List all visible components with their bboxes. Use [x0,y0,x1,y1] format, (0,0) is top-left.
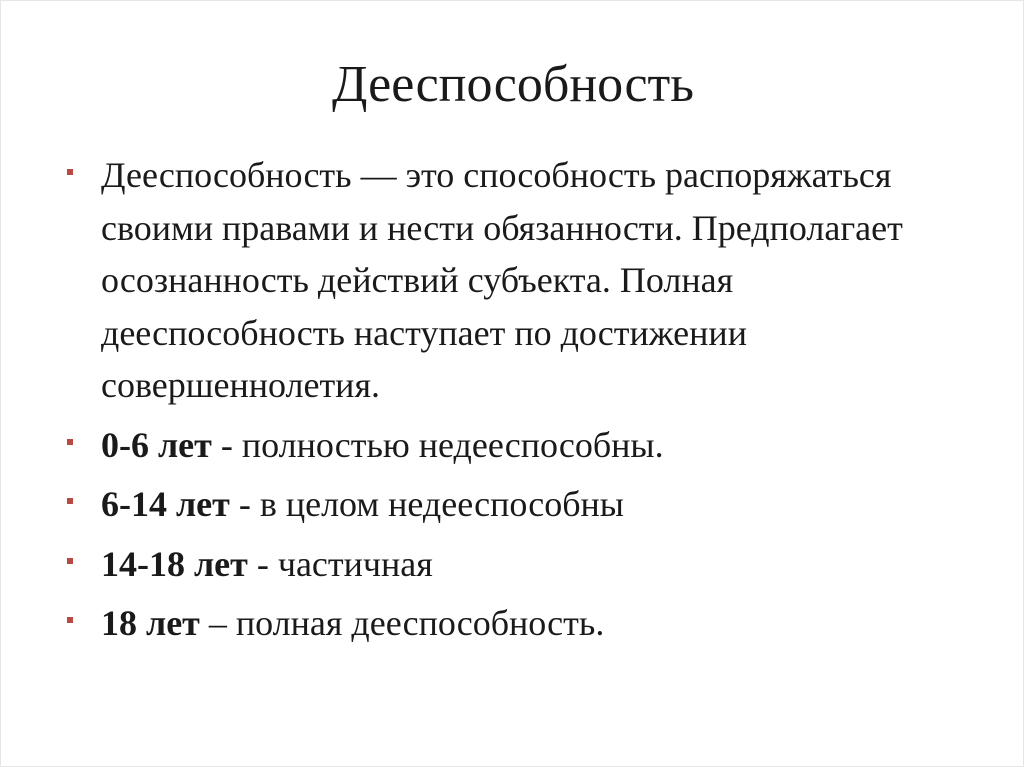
bullet-item-definition [101,149,961,412]
bullet-text: - частичная [247,543,433,584]
square-bullet-icon [67,439,73,445]
square-bullet-icon [67,558,73,564]
square-bullet-icon [67,169,73,175]
square-bullet-icon [67,498,73,504]
bullet-age-range: 14-18 лет [101,543,248,584]
bullet-item-age-0-6 [101,419,961,472]
bullet-item-age-18 [101,597,961,650]
bullet-age-range: 6-14 лет [101,484,230,524]
bullet-text: Дееспособность — это способность распоряжаться своими правами и нести обязанности. Предполагает осознанность действий субъекта. Полная дееспособность наступает по достижении совершеннолетия. [101,155,903,405]
bullet-item-age-6-14 [101,478,961,531]
bullet-text: – полная дееспособность. [199,603,605,643]
bullet-age-range: 0-6 лет [101,424,212,465]
bullet-item-age-14-18 [101,538,961,591]
bullet-text: - в целом недееспособны [229,484,624,524]
square-bullet-icon [67,617,73,623]
bullet-text: - полностью недееспособны. [211,424,664,465]
bullet-age-range: 18 лет [101,603,200,643]
slide-title: Дееспособность [332,56,694,113]
bullet-list [101,149,961,657]
